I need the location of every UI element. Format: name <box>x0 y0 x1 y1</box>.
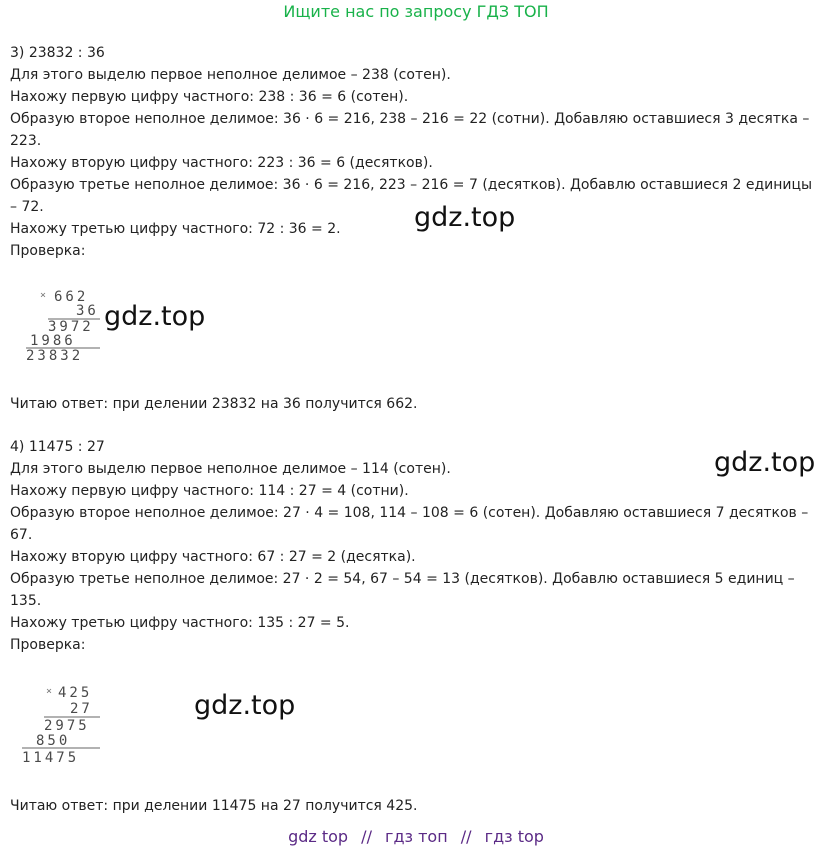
check-row: 36 <box>76 303 99 319</box>
text-line: – 72. <box>10 199 44 215</box>
check-row: 2975 <box>44 718 90 734</box>
watermark: gdz.top <box>104 301 206 332</box>
footer-link[interactable]: gdz top <box>288 827 349 846</box>
check-label: Проверка: <box>10 637 86 653</box>
footer-link[interactable]: гдз топ <box>385 827 448 846</box>
multiplication-check-4 <box>14 682 124 770</box>
check-row: 11475 <box>22 750 80 766</box>
watermark: gdz.top <box>194 690 296 721</box>
footer-links <box>0 827 832 846</box>
text-line: Нахожу вторую цифру частного: 67 : 27 = 2 (десятка). <box>10 549 416 565</box>
text-line: 223. <box>10 133 42 149</box>
check-row: 425 <box>58 685 93 701</box>
text-line: Нахожу третью цифру частного: 135 : 27 = 5. <box>10 615 350 631</box>
text-line: Для этого выделю первое неполное делимое – 114 (сотен). <box>10 461 451 477</box>
text-line: 67. <box>10 527 33 543</box>
footer-separator: // <box>460 827 472 846</box>
text-line: 135. <box>10 593 42 609</box>
text-line: Для этого выделю первое неполное делимое – 238 (сотен). <box>10 67 451 83</box>
text-line: Нахожу первую цифру частного: 114 : 27 = 4 (сотни). <box>10 483 409 499</box>
text-line: Образую третье неполное делимое: 36 · 6 = 216, 223 – 216 = 7 (десятков). Добавлю оставшиеся 2 единицы <box>10 177 813 193</box>
answer-text: Читаю ответ: при делении 23832 на 36 получится 662. <box>10 396 418 412</box>
task-4-heading: 4) 11475 : 27 <box>10 439 105 455</box>
footer-separator: // <box>361 827 372 846</box>
text-line: Нахожу первую цифру частного: 238 : 36 = 6 (сотен). <box>10 89 409 105</box>
text-line: Образую второе неполное делимое: 27 · 4 = 108, 114 – 108 = 6 (сотен). Добавляю оставшиеся 7 десятков – <box>10 505 809 521</box>
check-row: 850 <box>36 733 71 749</box>
svg-text:×: × <box>40 290 47 301</box>
answer-text: Читаю ответ: при делении 11475 на 27 получится 425. <box>10 798 418 814</box>
svg-text:×: × <box>46 686 53 697</box>
check-row: 27 <box>70 701 93 717</box>
watermark: gdz.top <box>414 202 516 233</box>
check-label: Проверка: <box>10 243 86 259</box>
footer-link[interactable]: гдз top <box>484 827 544 846</box>
text-line: Нахожу вторую цифру частного: 223 : 36 = 6 (десятков). <box>10 155 433 171</box>
check-row: 1986 <box>30 333 76 349</box>
task-3-heading: 3) 23832 : 36 <box>10 45 105 61</box>
text-line: Образую третье неполное делимое: 27 · 2 = 54, 67 – 54 = 13 (десятков). Добавлю оставшиеся 5 единиц – <box>10 571 795 587</box>
text-line: Образую второе неполное делимое: 36 · 6 = 216, 238 – 216 = 22 (сотни). Добавляю оставшиеся 3 десятка – <box>10 111 810 127</box>
check-row: 662 <box>54 289 89 305</box>
check-row: 23832 <box>26 348 84 364</box>
watermark: gdz.top <box>714 447 816 478</box>
check-row: 3972 <box>48 319 94 335</box>
search-banner[interactable]: Ищите нас по запросу ГДЗ ТОП <box>283 2 549 21</box>
text-line: Нахожу третью цифру частного: 72 : 36 = 2. <box>10 221 341 237</box>
